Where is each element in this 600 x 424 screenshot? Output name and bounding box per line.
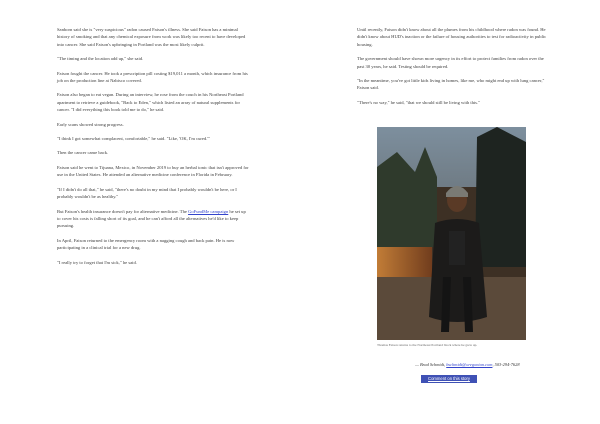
paragraph: "In the meantime, you've got little kids living in homes, like me, who might end up with lung cancer," Faison said.: [357, 78, 545, 91]
comment-button[interactable]: Comment on this story: [421, 375, 477, 383]
left-column: [57, 26, 249, 273]
photo-caption: Thomas Faison returns to the Northeast Portland block where he grew up.: [377, 343, 478, 348]
article-photo: [377, 127, 526, 340]
paragraph: "If I didn't do all that," he said, "there's no doubt in my mind that I probably wouldn't be here, or I probably wouldn't be as healthy.": [57, 186, 237, 200]
byline: [415, 362, 549, 368]
paragraph: "The timing and the location add up," she said.: [57, 56, 144, 62]
paragraph: Faison said he went to Tijuana, Mexico, in November 2019 to buy an herbal tonic that isn't approved for use in the United States. He attended an alternative medicine conference in Florida in February.: [57, 164, 249, 178]
paragraph: Faison fought the cancer. He took a prescription pill costing $19,011 a month, which insurance from his job on the production line at Nabisco covered.: [57, 70, 248, 84]
byline-phone: , 503-294-7628: [492, 362, 520, 368]
paragraph: Then the cancer came back.: [57, 150, 109, 156]
paragraph-text: he set up to cover his costs is falling short of its goal, and he can't afford all the alternatives he'd like to keep pursuing.: [57, 208, 246, 229]
paragraph: Sanborn said she is "very suspicious" radon caused Faison's illness. She said Faison has a minimal history of smoking and that any chemical exposure from work was likely too recent to have developed into cancer. She said Faison's upbringing in Portland was the most likely culprit.: [57, 27, 246, 47]
gofundme-link[interactable]: GoFundMe campaign: [188, 208, 229, 214]
right-column: [357, 26, 549, 383]
paragraph: Faison also began to eat vegan. During an interview, he rose from the couch in his Northeast Portland apartment to retrieve a guidebook, "Back to Eden," which listed an array of natural supplements for cancer. "I did everything this book told me to do," he said.: [57, 92, 244, 113]
paragraph: Early scans showed strong progress.: [57, 121, 124, 127]
paragraph-text: But Faison's health insurance doesn't pay for alternative medicine. The: [57, 208, 189, 214]
paragraph: "I really try to forget that I'm sick," he said.: [57, 259, 137, 265]
author-email-link[interactable]: bschmidt@oregonian.com: [446, 362, 493, 368]
funding-paragraph: [57, 208, 249, 230]
paragraph: "There's no way," he said, "that we should still be living with this.": [357, 99, 480, 105]
paragraph: The government should have shown more urgency in its effort to protect families from radon over the past 30 years, he said. Testing should be required.: [357, 56, 544, 69]
photo-illustration: [377, 127, 526, 340]
paragraph: Until recently, Faison didn't know about all the plumes from his childhood where radon was found. He didn't know about HUD's inaction or the failure of housing authorities to test for radioactivity in public housing.: [357, 27, 547, 47]
paragraph: In April, Faison returned to the emergency room with a nagging cough and back pain. He is now participating in a clinical trial for a new drug.: [57, 237, 235, 251]
byline-author: — Brad Schmidt,: [415, 362, 447, 368]
paragraph: "I think I got somewhat complacent, comfortable," he said. "Like, 'OK, I'm cured.'": [57, 136, 211, 142]
